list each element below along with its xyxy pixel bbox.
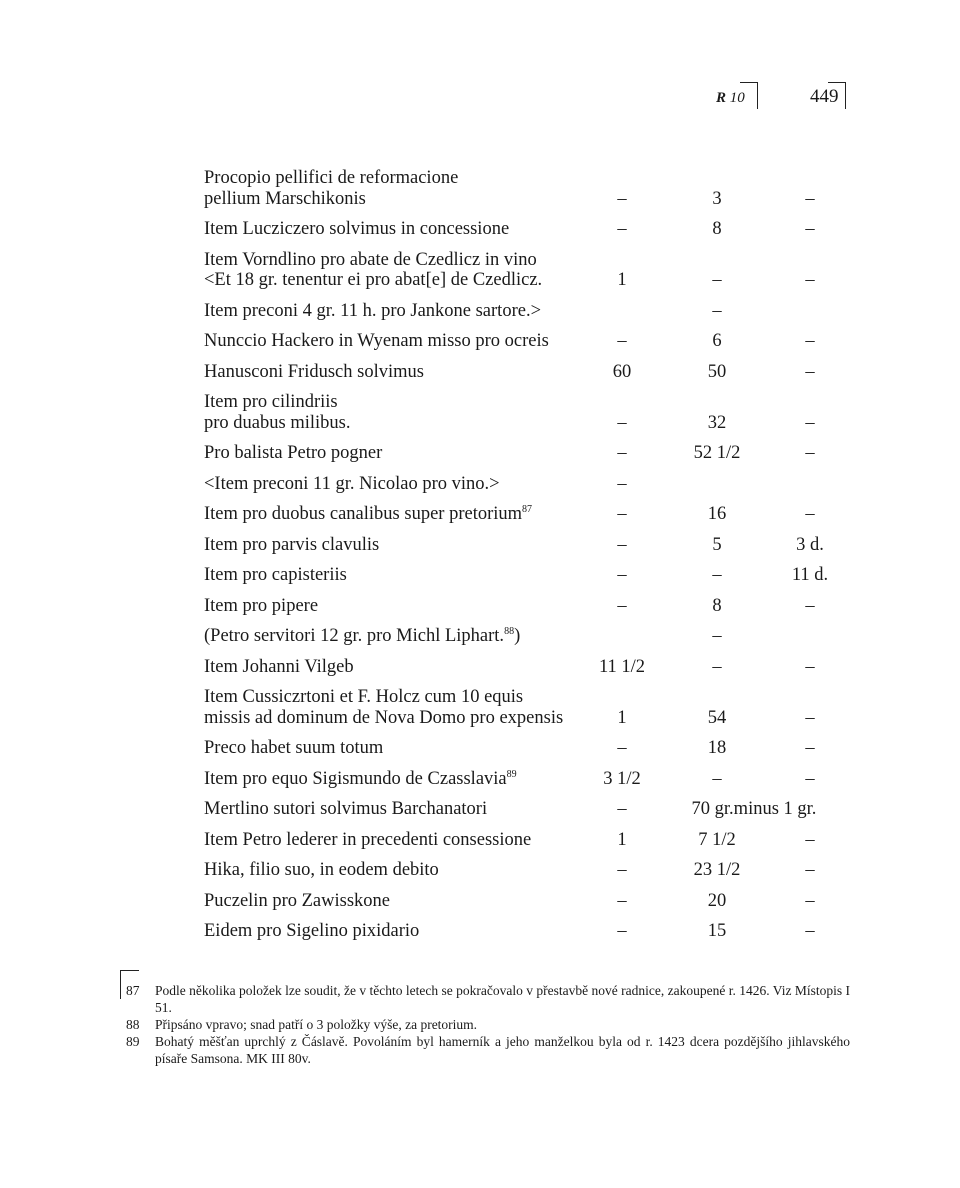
entry-line: Item preconi 4 gr. 11 h. pro Jankone sartore.> xyxy=(204,300,542,321)
amount-column-3: – xyxy=(805,768,815,789)
amount-column-1: – xyxy=(617,860,627,880)
entry-line: <Et 18 gr. tenentur ei pro abat[e] de Czedlicz. xyxy=(204,270,543,290)
page-number: 449 xyxy=(810,86,839,107)
account-entry xyxy=(204,392,844,433)
entry-text xyxy=(204,168,604,209)
amount-column-2: – xyxy=(712,300,722,321)
amount-column-2: 18 xyxy=(707,738,727,758)
entry-line: Item Cussiczrtoni et F. Holcz cum 10 equis xyxy=(204,687,524,707)
account-entry xyxy=(204,565,844,586)
footnote-text: Bohatý měšťan uprchlý z Čáslavě. Povoláním byl hamerník a jeho manželkou byla od r. 1423 dcera pozdějšího jihlavského písaře Samsona. MK III 80v. xyxy=(155,1034,850,1066)
amount-column-2: – xyxy=(712,656,722,677)
amount-column-2: – xyxy=(712,626,722,646)
footnote-number: 88 xyxy=(126,1017,140,1032)
entry-text xyxy=(204,565,604,586)
footnote xyxy=(120,1016,850,1033)
entry-text xyxy=(204,331,604,352)
amount-column-1: – xyxy=(617,473,627,494)
entry-text xyxy=(204,769,604,790)
account-entry xyxy=(204,738,844,759)
entry-text xyxy=(204,301,604,322)
footnote-ref: 88 xyxy=(504,626,515,637)
account-entry xyxy=(204,331,844,352)
amount-column-1: – xyxy=(617,890,627,911)
entry-text xyxy=(204,443,604,464)
entry-line: Item pro cilindriis xyxy=(204,392,338,412)
amount-column-3: – xyxy=(805,595,815,616)
header-corner-mark-left xyxy=(740,82,758,109)
footnote xyxy=(120,970,850,1016)
amount-column-2: 7 1/2 xyxy=(698,829,736,850)
amount-column-3: – xyxy=(805,707,815,728)
account-entry xyxy=(204,626,844,647)
entry-text xyxy=(204,392,604,433)
amount-column-3: – xyxy=(805,188,815,209)
amount-column-3: – xyxy=(805,331,815,351)
entry-text xyxy=(204,830,604,851)
amount-column-1: – xyxy=(617,565,627,585)
amount-column-1: – xyxy=(617,595,627,616)
amount-column-2: 50 xyxy=(707,361,727,382)
amount-column-2: 20 xyxy=(707,890,727,911)
amount-column-1: 1 xyxy=(617,829,627,850)
amount-column-3: 3 d. xyxy=(796,534,824,555)
amount-column-3: – xyxy=(805,890,815,911)
entry-line: Hanusconi Fridusch solvimus xyxy=(204,361,424,382)
amount-column-2: 3 xyxy=(712,188,722,209)
account-entry xyxy=(204,362,844,383)
amount-column-1: – xyxy=(617,921,627,941)
account-entry xyxy=(204,301,844,322)
amount-column-3: – xyxy=(805,412,815,433)
header-corner-mark-right xyxy=(828,82,846,109)
entry-line: pellium Marschikonis xyxy=(204,188,366,209)
account-entry xyxy=(204,687,844,728)
section-mark: R 10 xyxy=(716,90,745,106)
amount-column-3: – xyxy=(805,219,815,239)
amount-column-1: 3 1/2 xyxy=(603,768,641,789)
entry-line: Hika, filio suo, in eodem debito xyxy=(204,860,439,880)
entry-text xyxy=(204,799,604,820)
entry-line: Item pro equo Sigismundo de Czasslavia$^{89}$ xyxy=(204,768,517,789)
amount-column-3: – xyxy=(805,829,815,850)
entry-text xyxy=(204,860,604,881)
amount-column-2: 54 xyxy=(707,707,727,728)
amount-column-2: 23 1/2 xyxy=(693,860,741,880)
account-entry xyxy=(204,474,844,495)
entry-line: Puczelin pro Zawisskone xyxy=(204,890,390,911)
amount-column-3: – xyxy=(805,361,815,382)
account-entry xyxy=(204,443,844,464)
account-entry xyxy=(204,921,844,942)
footnote-ref: 87 xyxy=(522,504,533,515)
entry-line: Preco habet suum totum xyxy=(204,738,384,758)
entry-line: Item pro duobus canalibus super pretorium$^{87}$ xyxy=(204,504,533,524)
amount-column-1: – xyxy=(617,412,627,433)
amount-column-2: 52 1/2 xyxy=(693,443,741,463)
amount-column-2: 5 xyxy=(712,534,722,555)
footnote xyxy=(120,1033,850,1067)
entry-line: Item Johanni Vilgeb xyxy=(204,656,354,677)
amount-column-2: 8 xyxy=(712,595,722,616)
amount-column-1: – xyxy=(617,534,627,555)
account-entry xyxy=(204,657,844,678)
entry-line: Procopio pellifici de reformacione xyxy=(204,168,459,188)
amount-column-3: – xyxy=(805,443,815,463)
entry-text xyxy=(204,504,604,525)
amount-column-1: – xyxy=(617,504,627,524)
account-entry xyxy=(204,891,844,912)
entry-line: (Petro servitori 12 gr. pro Michl Liphart.$^{88}$) xyxy=(204,626,521,646)
footnote-ref: 89 xyxy=(506,768,517,780)
entry-line: Item pro capisteriis xyxy=(204,565,347,585)
footnotes-section xyxy=(120,970,850,1067)
entry-line: Eidem pro Sigelino pixidario xyxy=(204,921,420,941)
entry-text xyxy=(204,891,604,912)
entry-text xyxy=(204,535,604,556)
account-entry xyxy=(204,535,844,556)
amount-column-1: – xyxy=(617,188,627,209)
amount-column-2: 6 xyxy=(712,331,722,351)
amount-column-3: – xyxy=(805,921,815,941)
amount-column-1: – xyxy=(617,799,627,819)
footnote-number: 89 xyxy=(126,1034,140,1049)
footnote-number: 87 xyxy=(126,983,140,998)
entry-text xyxy=(204,596,604,617)
amount-column-3: – xyxy=(805,656,815,677)
entry-line: Item pro pipere xyxy=(204,595,319,616)
account-entry xyxy=(204,219,844,240)
amount-column-1: 1 xyxy=(617,270,627,290)
account-entries-table xyxy=(204,168,844,952)
entry-text xyxy=(204,657,604,678)
account-entry xyxy=(204,168,844,209)
amount-column-2: – xyxy=(712,565,722,585)
amount-column-2: – xyxy=(712,768,722,789)
amount-column-1: – xyxy=(617,219,627,239)
entry-line: Pro balista Petro pogner xyxy=(204,443,383,463)
amount-combined: 70 gr.minus 1 gr. xyxy=(691,799,817,819)
footnote-text: Připsáno vpravo; snad patří o 3 položky výše, za pretorium. xyxy=(155,1017,478,1032)
running-head xyxy=(700,80,850,110)
entry-text xyxy=(204,250,604,291)
entry-line: missis ad dominum de Nova Domo pro expensis xyxy=(204,707,564,728)
entry-text xyxy=(204,738,604,759)
entry-text xyxy=(204,362,604,383)
entry-line: Item Lucziczero solvimus in concessione xyxy=(204,219,510,239)
entry-line: pro duabus milibus. xyxy=(204,412,351,433)
amount-column-3: – xyxy=(805,270,815,290)
entry-text xyxy=(204,626,604,647)
account-entry xyxy=(204,769,844,790)
account-entry xyxy=(204,860,844,881)
entry-text xyxy=(204,921,604,942)
amount-column-2: 16 xyxy=(707,504,727,524)
account-entry xyxy=(204,799,844,820)
amount-column-1: 60 xyxy=(612,361,632,382)
entry-text xyxy=(204,687,604,728)
entry-line: Item Petro lederer in precedenti consessione xyxy=(204,829,532,850)
amount-column-3: – xyxy=(805,860,815,880)
entry-line: <Item preconi 11 gr. Nicolao pro vino.> xyxy=(204,473,500,494)
account-entry xyxy=(204,504,844,525)
footnote-text: Podle několika položek lze soudit, že v těchto letech se pokračovalo v přestavbě nové radnice, zakoupené r. 1426. Viz Místopis I 51. xyxy=(155,983,850,1015)
entry-line: Item pro parvis clavulis xyxy=(204,534,380,555)
amount-column-1: 11 1/2 xyxy=(598,656,646,677)
amount-column-3: – xyxy=(805,738,815,758)
amount-column-1: – xyxy=(617,738,627,758)
entry-line: Nunccio Hackero in Wyenam misso pro ocreis xyxy=(204,331,549,351)
entry-text xyxy=(204,474,604,495)
amount-column-3: – xyxy=(805,504,815,524)
amount-column-1: – xyxy=(617,443,627,463)
account-entry xyxy=(204,830,844,851)
account-entry xyxy=(204,250,844,291)
entry-text xyxy=(204,219,604,240)
entry-line: Mertlino sutori solvimus Barchanatori xyxy=(204,799,488,819)
amount-column-2: 15 xyxy=(707,921,727,941)
account-entry xyxy=(204,596,844,617)
amount-column-2: 8 xyxy=(712,219,722,239)
amount-column-1: – xyxy=(617,331,627,351)
amount-column-2: – xyxy=(712,270,722,290)
amount-column-3: 11 d. xyxy=(791,565,829,585)
amount-column-2: 32 xyxy=(707,412,727,433)
entry-line: Item Vorndlino pro abate de Czedlicz in vino xyxy=(204,249,537,270)
amount-column-1: 1 xyxy=(617,707,627,728)
